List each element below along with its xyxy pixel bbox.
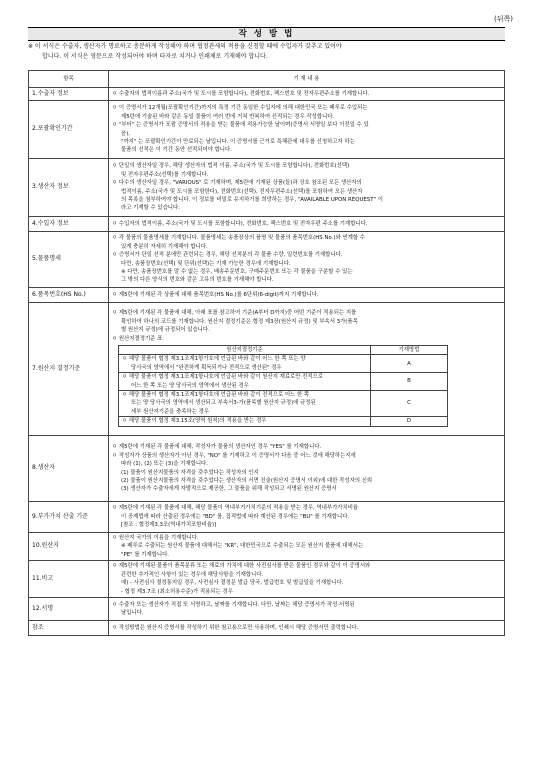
content-line: 별 원산지 규정)에 규정되어 있습니다. — [121, 327, 210, 334]
origin-criterion-row — [119, 373, 448, 391]
content-line: ㅇ 제5란에 기재된 각 물품에 대해, 작성자가 물품의 생산자인 경우 "YES" 를 기재합니다. — [112, 444, 322, 451]
header-content: 기 재 내 용 — [109, 71, 505, 88]
origin-criterion-row — [119, 391, 448, 417]
row-content — [109, 303, 505, 436]
content-line: ㅇ 원산지 국가의 이름을 기재합니다. — [112, 535, 199, 541]
content-line: 물품의 선적은 이 기간 동안 선적되어야 합니다. — [121, 147, 232, 154]
origin-table-header — [119, 345, 448, 354]
row-label: 7.원산지 결정기준 — [29, 303, 109, 436]
content-line: 따라 (1), (2) 또는 (3)을 기재합니다. — [121, 461, 208, 468]
content-line: ㅇ 제5란에 기재된 각 물품에 대해, 해당 물품이 역내부가가치기준의 적용을 받는 경우, 역내부가가치비율 — [112, 505, 359, 512]
row-label: 5.물품명세 — [29, 232, 109, 288]
content-line: 제5란에 기술된 바와 같은 동일 물품이 여러 번에 거쳐 반복하여 선적되는 경우 작성합니다. — [121, 113, 335, 120]
criterion-line: 또는 양 당사국의 영역에서 생산되고 부속서3-가(품목별 원산지 규정)에 규정된 — [131, 400, 316, 407]
row-label: 3.생산자 정보 — [29, 159, 109, 217]
header-item: 항목 — [29, 71, 109, 88]
instruction-row — [29, 303, 505, 436]
criterion-text — [119, 417, 371, 426]
row-label: 9.부가가치 산출 기준 — [29, 502, 109, 533]
instruction-row — [29, 159, 505, 217]
origin-criterion-row — [119, 417, 448, 426]
content-line: (3) 생산자가 수출자에게 자발적으로 제공한, 그 물품을 위해 작성되고 서명된 원산지 증명서 — [121, 486, 337, 493]
criterion-code: A — [371, 355, 448, 373]
criterion-line: ㅇ 해당 물품이 협정 제3.1조제1항나호에 언급된 바와 같이 원산지 재료로만 전적으로 — [122, 374, 323, 381]
content-line: ㅇ "부터" 는 증명서가 포괄 증명서의 적용을 받는 물품에 적용가능한 날이며(증명서 서명일 보다 이전일 수 있 — [112, 122, 369, 129]
criterion-text — [119, 391, 371, 417]
row-label: 8.생산자 — [29, 436, 109, 502]
content-line: [참조 : 협정제3.3조(역내가치포함비율)] — [121, 522, 217, 529]
instruction-row — [29, 621, 505, 636]
criterion-code: C — [371, 391, 448, 417]
row-content — [109, 502, 505, 533]
content-line: ㅇ 이 증명서가 12개월(포괄확인기간)까지의 특정 기간 동일한 수입자에 의해 대한민국 또는 페루로 수입되는 — [112, 105, 368, 112]
content-line: ㅇ 작성자가 상품의 생산자가 아닌 경우, "NO" 를 기재하고 이 증명서가 다음 중 어느 것에 해당하는지에 — [112, 452, 356, 459]
content-line: 법적이름, 주소(국가 및 도시를 포함한다), 전화번호(선택), 전자우편주소(선택)를 포함하여 모든 생산자 — [121, 188, 363, 195]
row-content — [109, 88, 505, 101]
content-line: ㅇ 각 물품의 물품명세를 기재합니다. 물품명세는 송품장상의 품명 및 물품의 품목번호(HS No.)와 연계할 수 — [112, 235, 365, 242]
instruction-row — [29, 217, 505, 232]
content-line: ※ 페루로 수출되는 원산지 물품에 대해서는 "KR", 대한민국으로 수출되는 모든 원산지 물품에 대해서는 — [121, 543, 364, 550]
row-label: 2.포괄확인기간 — [29, 101, 109, 159]
content-line: "PE" 를 기재합니다. — [121, 551, 170, 558]
row-label: 4.수입자 정보 — [29, 217, 109, 232]
content-line: ㅇ 단일의 생산자일 경우, 해당 생산자의 법적 이름, 주소(국가 및 도시를 포함합니다), 전화번호(선택) — [112, 163, 350, 170]
content-line: ㅇ 제5란에 기재된 물품이 품목분류 또는 재료의 가치에 대한 사전심사를 받은 물품인 경우와 같이 이 증명서와 — [112, 563, 371, 570]
content-line: 예) - 사전심사 결정통지일 경우, 사전심사 결정문 발급 당국, 발급번호 및 발급일을 기재합니다. — [121, 580, 344, 587]
back-side-label: (뒤쪽) — [494, 15, 513, 23]
criterion-line: 당사국의 영역에서 "완전하게 획득되거나 전적으로 생산된" 경우 — [131, 364, 282, 371]
instruction-row — [29, 533, 505, 561]
row-content — [109, 101, 505, 159]
intro-note — [28, 42, 503, 62]
criterion-line: ㅇ 해당 물품이 협정 제3.1조제1항가호에 언급된 바와 같이 어느 한 쪽 또는 양 — [122, 356, 306, 363]
content-line: (1) 물품이 원산지물품의 자격을 갖추었다는 작성자의 인지 — [121, 469, 259, 476]
intro-line: ※ 이 서식은 수출자, 생산자가 명료하고 충분하게 작성해야 하며 협정관세의 적용을 신청할 때에 수입자가 갖추고 있어야 — [28, 43, 342, 50]
content-line: (2) 물품이 원산지물품의 자격을 갖추었다는 생산자의 서면 진술(원산지 증명서 이외)에 대한 작성자의 신뢰 — [121, 477, 373, 484]
content-line: 그 밖의 다른 양식의 번호와 같은 고유의 번호를 기재해야 합니다. — [121, 277, 274, 284]
content-line: ㅇ 제5란에 기재된 각 물품에 대해, 아래 표를 참고하여 기준(A부터 D까지)중 어떤 기준이 적용되는 지를 — [112, 310, 357, 317]
content-line: 및 전자우편주소(선택)를 기재합니다. — [121, 171, 209, 178]
criterion-line: 세부 원산지기준을 충족하는 경우 — [131, 408, 210, 415]
instruction-row — [29, 598, 505, 621]
content-line: ㅇ 증명서가 단일 선적 분에만 관련되는 경우, 해당 선적분의 각 물품 수량, 일련번호를 기재합니다. — [112, 252, 343, 259]
instruction-row — [29, 561, 505, 598]
content-line: ㅇ 수출자 또는 생산자가 직접 또 서명하고, 날짜를 기재합니다. 다만, 날짜는 해당 증명서가 작성·서명된 — [112, 601, 355, 608]
criterion-code: B — [371, 373, 448, 391]
row-content — [109, 159, 505, 217]
row-content — [109, 288, 505, 303]
row-label: 참조 — [29, 621, 109, 636]
content-line: ㅇ 수입자의 법적이름, 주소(국가 및 도시를 포함합니다), 전화번호, 팩스번호 및 전자우편 주소를 기재합니다. — [112, 220, 368, 227]
origin-table-heading: 기재방법 — [371, 345, 448, 354]
content-line: ㅇ 다수의 생산자일 경우, "VARIOUS" 로 기재하며, 제5란에 기재된 상품(들)과 상호 참조된 모든 생산자의 — [112, 180, 362, 187]
row-label: 12.서명 — [29, 598, 109, 621]
criterion-line: ㅇ 해당 물품이 협정 제3.1조제1항다호에 언급된 바와 같이 전적으로 어느 한 쪽 — [122, 392, 310, 399]
instruction-row — [29, 288, 505, 303]
row-content — [109, 598, 505, 621]
criterion-text — [119, 373, 371, 391]
criterion-line: ㅇ 해당 물품이 협정 제3.15조(영역 원칙)의 적용을 받는 경우 — [122, 418, 267, 425]
content-line: 관련한 추가적인 사항이 있는 경우에 해당사항을 기재합니다. — [121, 571, 264, 578]
criterion-code: D — [371, 417, 448, 426]
row-label: 11.비고 — [29, 561, 109, 598]
row-label: 1.수출자 정보 — [29, 88, 109, 101]
content-line: "까지" 는 포괄확인기간이 만료되는 날입니다. 이 증명서를 근거로 특혜관세 대우를 신청하고자 하는 — [121, 138, 355, 145]
page-title: 작 성 방 법 — [28, 27, 505, 41]
origin-criterion-row — [119, 355, 448, 373]
criterion-text — [119, 355, 371, 373]
origin-criteria-table — [118, 345, 448, 427]
instruction-row — [29, 101, 505, 159]
content-line: ※ 다만, 송품장번호를 알 수 없는 경우, 배송주문번호, 구매주문번호 또는 각 물품을 구분할 수 있는 — [121, 268, 353, 275]
criterion-line: 어느 한 쪽 또는 양 당사국의 영역에서 생산된 경우 — [131, 382, 249, 389]
row-content — [109, 436, 505, 502]
row-content — [109, 217, 505, 232]
content-line: ㅇ 작성방법은 원산지 증명서를 작성하기 위한 참고용으로만 사용하며, 인쇄시 해당 증명서만 출력합니다. — [112, 625, 359, 632]
content-line: 확인하여 하나의 코드를 기재합니다. 원산지 결정기준은 협정 제3장(원산지 규정) 및 부속서 3가(품목 — [121, 318, 358, 325]
content-line: 의 목록을 첨부하여야 합니다. 이 정보를 비밀로 유지하기를 희망하는 경우, "AVAILABLE UPON REQUEST" 이 — [121, 196, 383, 203]
content-line: ㅇ 수출자의 법적이름과 주소(국가 및 도시를 포함합니다), 전화번호, 팩스번호 및 전자우편주소를 기재합니다. — [112, 90, 370, 97]
content-line: ㅇ 제5란에 기재된 각 상품에 대해 품목번호(HS No.)를 6단위(6-digit)까지 기재합니다. — [112, 291, 319, 298]
row-label: 10.원산지 — [29, 533, 109, 561]
origin-table-heading: 원산지결정기준 — [119, 345, 371, 354]
row-content — [109, 533, 505, 561]
instruction-row — [29, 502, 505, 533]
instruction-row — [29, 436, 505, 502]
content-line: ㅇ 원산지결정기준 표 — [112, 335, 163, 342]
instruction-row — [29, 232, 505, 288]
content-line: 날입니다. — [121, 610, 144, 617]
instruction-row — [29, 88, 505, 101]
content-line: 라고 기재할 수 있습니다. — [121, 205, 180, 212]
intro-line: 합니다. 이 서식은 영문으로 작성되어야 하며 타자로 치거나 인쇄체로 기재해야 합니다. — [42, 53, 268, 60]
content-line: 음), — [121, 130, 131, 137]
row-label: 6.품목번호(HS No.) — [29, 288, 109, 303]
row-content — [109, 232, 505, 288]
row-content — [109, 621, 505, 636]
content-line: 다만, 송품장번호(선택) 및 단위(선택)는 기재 가능한 경우에 기재합니다. — [121, 260, 291, 267]
content-line: - 협정 제3.7조 (최소허용수준)가 적용되는 경우 — [121, 588, 233, 595]
content-line: 이 공제법에 따라 산출된 경우에는 "BD" 를, 집적법에 따라 계산된 경우에는 "BU" 를 기재합니다. — [121, 513, 350, 520]
row-content — [109, 561, 505, 598]
content-line: 있게 충분히 자세히 기재해야 합니다. — [121, 243, 208, 250]
instructions-table — [28, 70, 505, 636]
